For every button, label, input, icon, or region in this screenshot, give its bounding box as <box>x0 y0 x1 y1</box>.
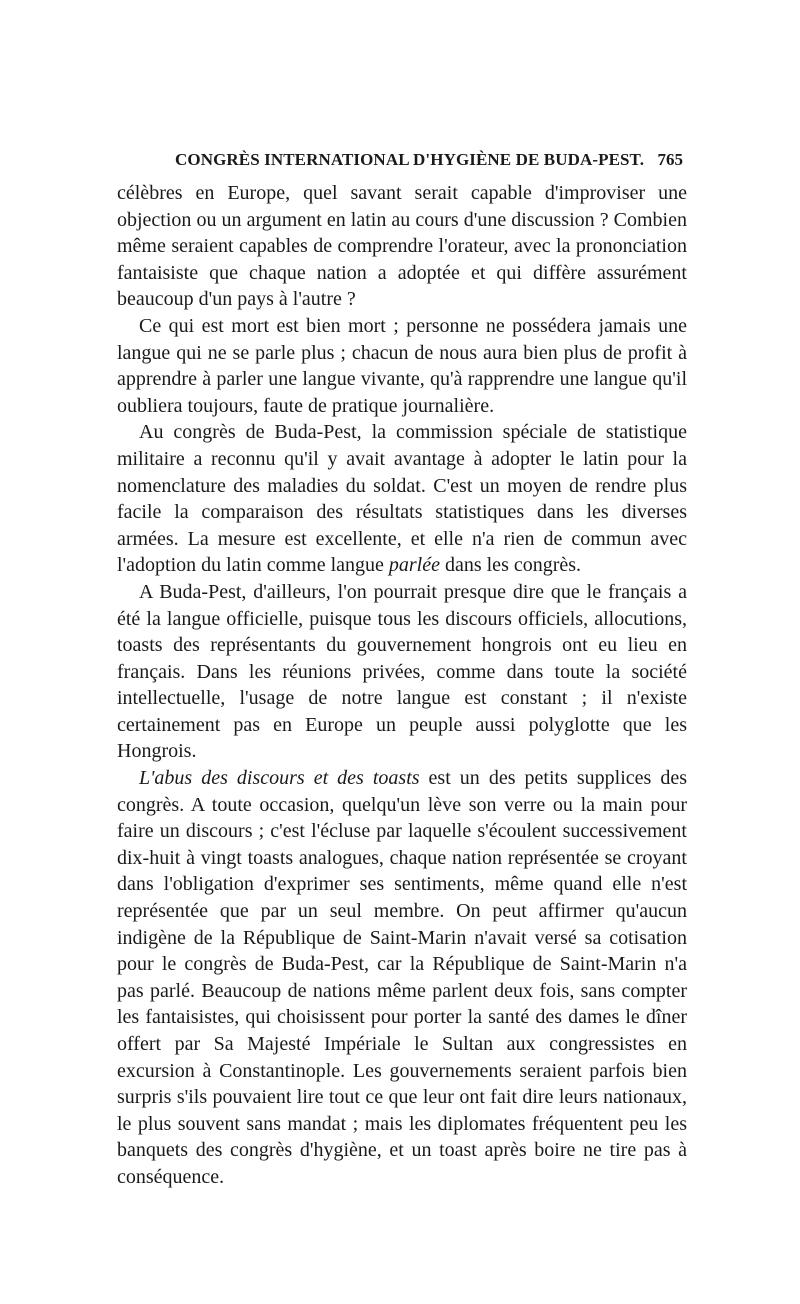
paragraph-1: célèbres en Europe, quel savant serait capable d'improviser une objection ou un argument en latin au cours d'une discussion ? Combien même seraient capables de comprendre l'orateur, avec la prononciation fantaisiste que chaque nation a adoptée et qui diffère assurément beaucoup d'un pays à l'autre ? <box>117 182 687 311</box>
page-number: 765 <box>657 150 683 169</box>
body-text <box>117 180 687 1191</box>
paragraph-5 <box>117 765 687 1191</box>
paragraph-3 <box>117 419 687 579</box>
page-header <box>175 150 683 174</box>
paragraph-2: Ce qui est mort est bien mort ; personne ne possédera jamais une langue qui ne se parle plus ; chacun de nous aura bien plus de profit à apprendre à parler une langue vivante, qu'à rapprendre une langue qu'il oubliera toujours, faute de pratique journalière. <box>117 314 687 417</box>
paragraph-5-emphasis: L'abus des discours et des toasts <box>139 767 420 790</box>
paragraph-4: A Buda-Pest, d'ailleurs, l'on pourrait presque dire que le français a été la langue officielle, puisque tous les discours officiels, allocutions, toasts des représentants du gouvernement hongrois ont eu lieu en français. Dans les réunions privées, comme dans toute la société intellectuelle, l'usage de notre langue est constant ; il n'existe certainement pas en Europe un peuple aussi polyglotte que les Hongrois. <box>117 580 687 763</box>
paragraph-3-text-before: Au congrès de Buda-Pest, la commission spéciale de statistique militaire a reconnu qu'il y avait avantage à adopter le latin pour la nomenclature des maladies du soldat. C'est un moyen de rendre plus facile la comparaison des résultats statistiques dans les diverses armées. La mesure est excellente, et elle n'a rien de commun avec l'adoption du latin comme langue <box>117 421 687 577</box>
paragraph-3-emphasis: parlée <box>388 554 440 577</box>
running-title: CONGRÈS INTERNATIONAL D'HYGIÈNE DE BUDA-PEST. <box>175 150 645 169</box>
paragraph-5-text-after: est un des petits supplices des congrès. A toute occasion, quelqu'un lève son verre ou la main pour faire un discours ; c'est l'écluse par laquelle s'écoulent successivement dix-huit à vingt toasts analogues, chaque nation représentée se croyant dans l'obligation d'exprimer ses sentiments, même quand elle n'est représentée que par un seul membre. On peut affirmer qu'aucun indigène de la République de Saint-Marin n'avait versé sa cotisation pour le congrès de Buda-Pest, car la République de Saint-Marin n'a pas parlé. Beaucoup de nations même parlent deux fois, sans compter les fantaisistes, qui choisissent pour porter la santé des dames le dîner offert par Sa Majesté Impériale le Sultan aux congressistes en excursion à Constantinople. Les gouvernements seraient parfois bien surpris s'ils pouvaient lire tout ce que leur ont fait dire leurs nationaux, le plus souvent sans mandat ; mais les diplomates fréquentent peu les banquets des congrès d'hygiène, et un toast après boire ne tire pas à conséquence. <box>117 767 687 1188</box>
paragraph-3-text-after: dans les congrès. <box>439 554 582 577</box>
